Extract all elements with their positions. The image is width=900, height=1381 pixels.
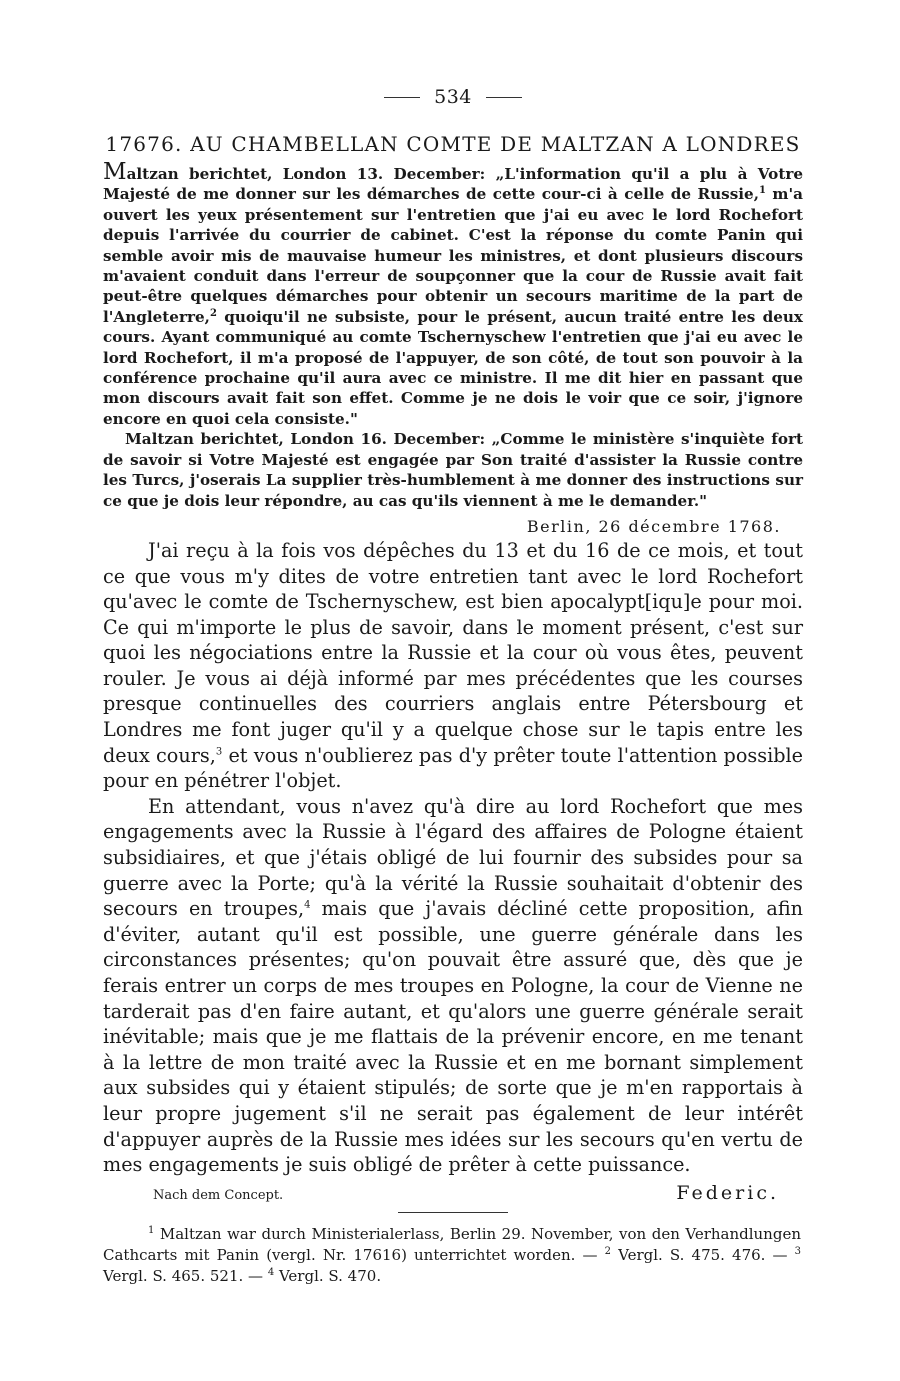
summary-paragraph-2: Maltzan berichtet, London 16. December: „Comme le ministère s'inquiète fort de savoir si Votre Majesté est engagée par Son traité d'assister la Russie contre les Turcs, j'oserais La supplier très-humblement à me donner des instructions sur ce que je dois leur répondre, au cas qu'ils viennent à me le demander.": [103, 430, 803, 510]
footnotes: [103, 1224, 801, 1287]
footnote-ref: 4: [304, 899, 311, 911]
signature: Federic.: [676, 1181, 779, 1204]
source-note: Nach dem Concept.: [153, 1187, 284, 1203]
footnote-ref: 2: [209, 307, 217, 319]
footnote-text: $^1$ Maltzan war durch Ministerialerlass, Berlin 29. November, von den Verhandlungen Cathcarts mit Panin (vergl. Nr. 17616) unterrichtet worden. — $^2$ Vergl. S. 475. 476. — $^3$ Vergl. S. 465. 521. — $^4$ Vergl. S. 470.: [103, 1225, 802, 1285]
drop-cap: M: [103, 159, 127, 185]
dateline: Berlin, 26 décembre 1768.: [526, 516, 781, 536]
letter-heading: 17676. AU CHAMBELLAN COMTE DE MALTZAN A LONDRES: [105, 132, 801, 156]
footnote-ref: 3: [215, 746, 223, 758]
section-end-rule: [398, 1212, 508, 1213]
folio-rule-left: [384, 97, 420, 98]
body-paragraph-2: En attendant, vous n'avez qu'à dire au lord Rochefort que mes engagements avec la Russie à l'égard des affaires de Pologne étaient subsidiaires, et que j'étais obligé de lui fournir des subsides pour sa guerre avec la Porte; qu'à la vérité la Russie souhaitait d'obtenir des secours en troupes,$^4$ mais que j'avais décliné cette proposition, afin d'éviter, autant qu'il est possible, une guerre générale dans les circonstances présentes; qu'on pouvait être assuré que, dès que je ferais entrer un corps de mes troupes en Pologne, la cour de Vienne ne tarderait pas d'en faire autant, et qu'alors une guerre générale serait inévitable; mais que je me flattais de la prévenir encore, en me tenant à la lettre de mon traité avec la Russie et en me bornant simplement aux subsides qui y étaient stipulés; de sorte que je m'en rapportais à leur propre jugement s'il ne serait pas également de leur intérêt d'appuyer auprès de la Russie mes idées sur les secours qu'en vertu de mes engagements je suis obligé de prêter à cette puissance.: [103, 794, 803, 1177]
footnote-ref: 1: [759, 185, 766, 197]
page: [103, 86, 803, 1204]
page-number-text: 534: [434, 86, 472, 108]
letter-body: [103, 538, 803, 1178]
folio-rule-right: [486, 97, 522, 98]
page-number: [103, 86, 803, 108]
body-paragraph-1: J'ai reçu à la fois vos dépêches du 13 et du 16 de ce mois, et tout ce que vous m'y dites de votre entretien tant avec le lord Rochefort qu'avec le comte de Tschernyschew, est bien apocalypt[iqu]e pour moi. Ce qui m'importe le plus de savoir, dans le moment présent, c'est sur quoi les négociations entre la Russie et la cour où vous êtes, peuvent rouler. Je vous ai déjà informé par mes précédentes que les courses presque continuelles des courriers anglais entre Pétersbourg et Londres me font juger qu'il y a quelque chose sur le tapis entre les deux cours,$^3$ et vous n'oublierez pas d'y prêter toute l'attention possible pour en pénétrer l'objet.: [103, 538, 803, 793]
summary-block: [103, 159, 803, 511]
summary-paragraph-1: Maltzan berichtet, London 13. December: „L'information qu'il a plu à Votre Majesté de me donner sur les démarches de cette cour-ci à celle de Russie,$^1$ m'a ouvert les yeux présentement sur l'entretien que j'ai eu avec le lord Rochefort depuis l'arrivée du courrier de cabinet. C'est la réponse du comte Panin qui semble avoir mis de mauvaise humeur les ministres, et dont plusieurs discours m'avaient conduit dans l'erreur de soupçonner que la cour de Russie avait fait peut-être quelques démarches pour obtenir un secours maritime de la part de l'Angleterre,$^2$ quoiqu'il ne subsiste, pour le présent, aucun traité entre les deux cours. Ayant communiqué au comte Tschernyschew l'entretien que j'ai eu avec le lord Rochefort, il m'a proposé de l'appuyer, de son côté, de tout son pouvoir à la conférence prochaine qu'il aura avec ce ministre. Il me dit hier en passant que mon discours avait fait son effet. Comme je ne dois le voir que ce soir, j'ignore encore en quoi cela consiste.": [103, 159, 803, 428]
closing-row: [103, 1182, 803, 1204]
